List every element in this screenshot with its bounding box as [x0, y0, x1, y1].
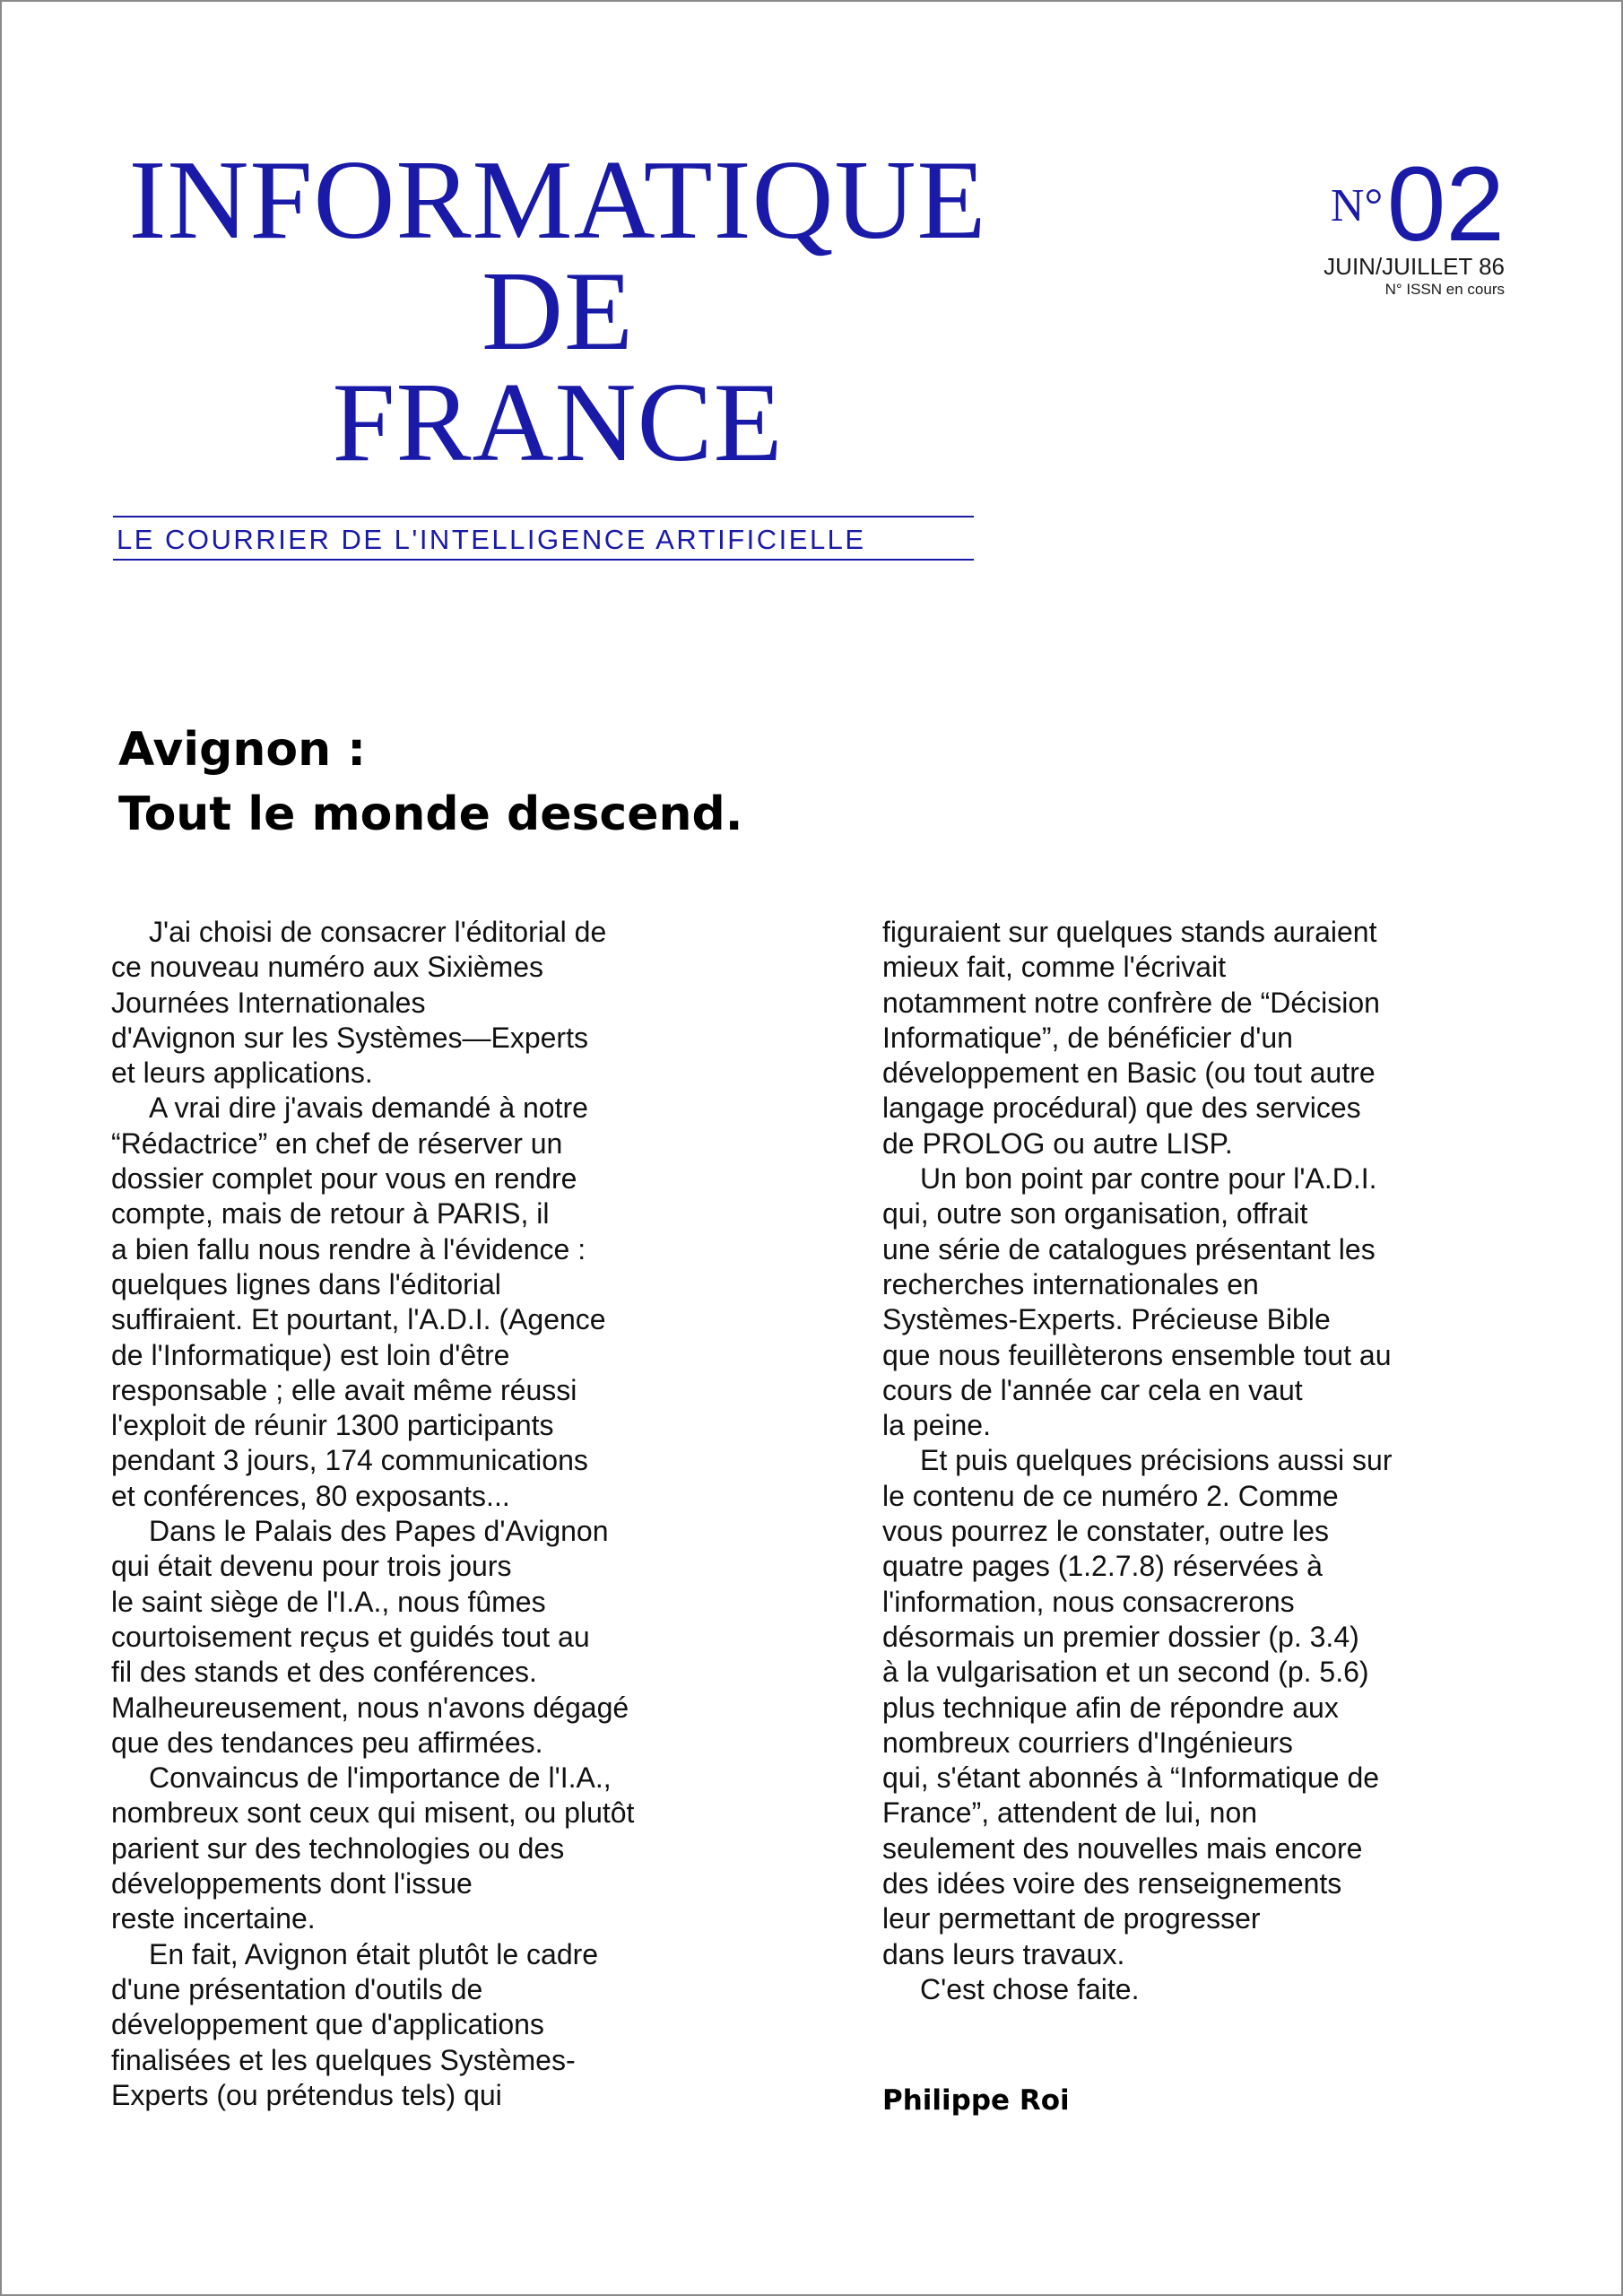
- author-signature: Philippe Roi: [882, 2084, 1070, 2117]
- text-line: responsable ; elle avait même réussi: [111, 1373, 577, 1406]
- text-line: développement que d'applications: [111, 2008, 544, 2041]
- text-line: qui était devenu pour trois jours: [111, 1550, 512, 1583]
- issue-date: JUIN/JUILLET 86: [1324, 253, 1505, 280]
- text-line: a bien fallu nous rendre à l'évidence :: [111, 1232, 586, 1265]
- text-line: développements dont l'issue: [111, 1867, 473, 1900]
- text-line: courtoisement reçus et guidés tout au: [111, 1620, 590, 1653]
- text-line: dossier complet pour vous en rendre: [111, 1162, 577, 1196]
- text-line: notamment notre confrère de “Décision: [882, 986, 1380, 1019]
- text-line: développement en Basic (ou tout autre: [882, 1057, 1376, 1090]
- text-line: à la vulgarisation et un second (p. 5.6): [882, 1656, 1369, 1689]
- text-line: compte, mais de retour à PARIS, il: [111, 1197, 550, 1231]
- text-line: l'exploit de réunir 1300 participants: [111, 1409, 554, 1442]
- text-line: Et puis quelques précisions aussi sur: [920, 1444, 1393, 1477]
- text-line: qui, s'étant abonnés à “Informatique de: [882, 1761, 1380, 1795]
- article-headline: [118, 718, 925, 847]
- text-line: nombreux sont ceux qui misent, ou plutôt: [111, 1796, 635, 1830]
- text-line: de PROLOG ou autre LISP.: [882, 1126, 1233, 1160]
- text-line: Experts (ou prétendus tels) qui: [111, 2078, 502, 2111]
- text-line: des idées voire des renseignements: [882, 1867, 1342, 1900]
- text-line: fil des stands et des conférences.: [111, 1656, 537, 1689]
- text-line: Informatique”, de bénéficier d'un: [882, 1021, 1293, 1054]
- text-line: que nous feuillèterons ensemble tout au: [882, 1338, 1392, 1371]
- text-line: Un bon point par contre pour l'A.D.I.: [920, 1162, 1377, 1196]
- masthead-subtitle: LE COURRIER DE L'INTELLIGENCE ARTIFICIELLE: [113, 516, 974, 561]
- masthead-line-1: INFORMATIQUE: [128, 138, 987, 263]
- text-line: désormais un premier dossier (p. 3.4): [882, 1620, 1359, 1653]
- text-line: d'Avignon sur les Systèmes—Experts: [111, 1021, 588, 1054]
- text-line: Malheureusement, nous n'avons dégagé: [111, 1691, 629, 1724]
- text-line: recherches internationales en: [882, 1267, 1259, 1300]
- text-line: de l'Informatique) est loin d'être: [111, 1338, 510, 1371]
- text-line: J'ai choisi de consacrer l'éditorial de: [149, 916, 607, 948]
- masthead-line-3: FRANCE: [332, 361, 784, 485]
- text-line: qui, outre son organisation, offrait: [882, 1197, 1308, 1231]
- text-line: ce nouveau numéro aux Sixièmes: [111, 951, 544, 984]
- text-line: dans leurs travaux.: [882, 1937, 1125, 1970]
- text-line: une série de catalogues présentant les: [882, 1232, 1376, 1265]
- text-line: Convaincus de l'importance de l'I.A.,: [149, 1761, 612, 1795]
- text-line: nombreux courriers d'Ingénieurs: [882, 1726, 1293, 1759]
- headline-line-1: Avignon :: [118, 723, 366, 777]
- text-line: finalisées et les quelques Systèmes-: [111, 2043, 576, 2076]
- text-line: France”, attendent de lui, non: [882, 1796, 1258, 1830]
- text-line: quatre pages (1.2.7.8) réservées à: [882, 1550, 1323, 1583]
- text-line: seulement des nouvelles mais encore: [882, 1831, 1363, 1865]
- text-line: le contenu de ce numéro 2. Comme: [882, 1479, 1339, 1512]
- text-line: A vrai dire j'avais demandé à notre: [149, 1091, 588, 1125]
- text-line: Systèmes-Experts. Précieuse Bible: [882, 1303, 1331, 1336]
- text-line: vous pourrez le constater, outre les: [882, 1515, 1330, 1548]
- text-line: figuraient sur quelques stands auraient: [882, 916, 1377, 948]
- text-line: la peine.: [882, 1409, 991, 1442]
- issue-prefix: N°: [1330, 180, 1384, 231]
- article-column-right: [882, 915, 1510, 2007]
- text-line: Journées Internationales: [111, 986, 426, 1019]
- issue-number-row: [1239, 145, 1505, 264]
- text-line: et conférences, 80 exposants...: [111, 1479, 510, 1512]
- text-line: plus technique afin de répondre aux: [882, 1691, 1339, 1724]
- text-line: quelques lignes dans l'éditorial: [111, 1267, 501, 1300]
- text-line: et leurs applications.: [111, 1057, 373, 1090]
- text-line: que des tendances peu affirmées.: [111, 1726, 543, 1759]
- text-line: En fait, Avignon était plutôt le cadre: [149, 1937, 599, 1970]
- text-line: “Rédactrice” en chef de réserver un: [111, 1126, 563, 1160]
- text-line: pendant 3 jours, 174 communications: [111, 1444, 588, 1477]
- text-line: parient sur des technologies ou des: [111, 1831, 565, 1865]
- text-line: suffiraient. Et pourtant, l'A.D.I. (Agence: [111, 1303, 606, 1336]
- issue-issn: N° ISSN en cours: [1384, 281, 1505, 298]
- text-line: reste incertaine.: [111, 1902, 316, 1935]
- masthead-line-2: DE: [482, 249, 634, 374]
- text-line: leur permettant de progresser: [882, 1902, 1261, 1935]
- article-column-left: [111, 915, 739, 2113]
- text-line: C'est chose faite.: [920, 1972, 1140, 2005]
- text-line: l'information, nous consacrerons: [882, 1585, 1295, 1618]
- text-line: Dans le Palais des Papes d'Avignon: [149, 1515, 609, 1548]
- text-line: cours de l'année car cela en vaut: [882, 1373, 1303, 1406]
- headline-line-2: Tout le monde descend.: [118, 787, 743, 841]
- masthead-title: [109, 138, 1006, 485]
- text-line: langage procédural) que des services: [882, 1091, 1361, 1125]
- text-line: mieux fait, comme l'écrivait: [882, 951, 1227, 984]
- text-line: le saint siège de l'I.A., nous fûmes: [111, 1585, 546, 1618]
- issue-number: 02: [1386, 145, 1505, 264]
- issue-info: [1239, 145, 1505, 299]
- text-line: d'une présentation d'outils de: [111, 1972, 483, 2005]
